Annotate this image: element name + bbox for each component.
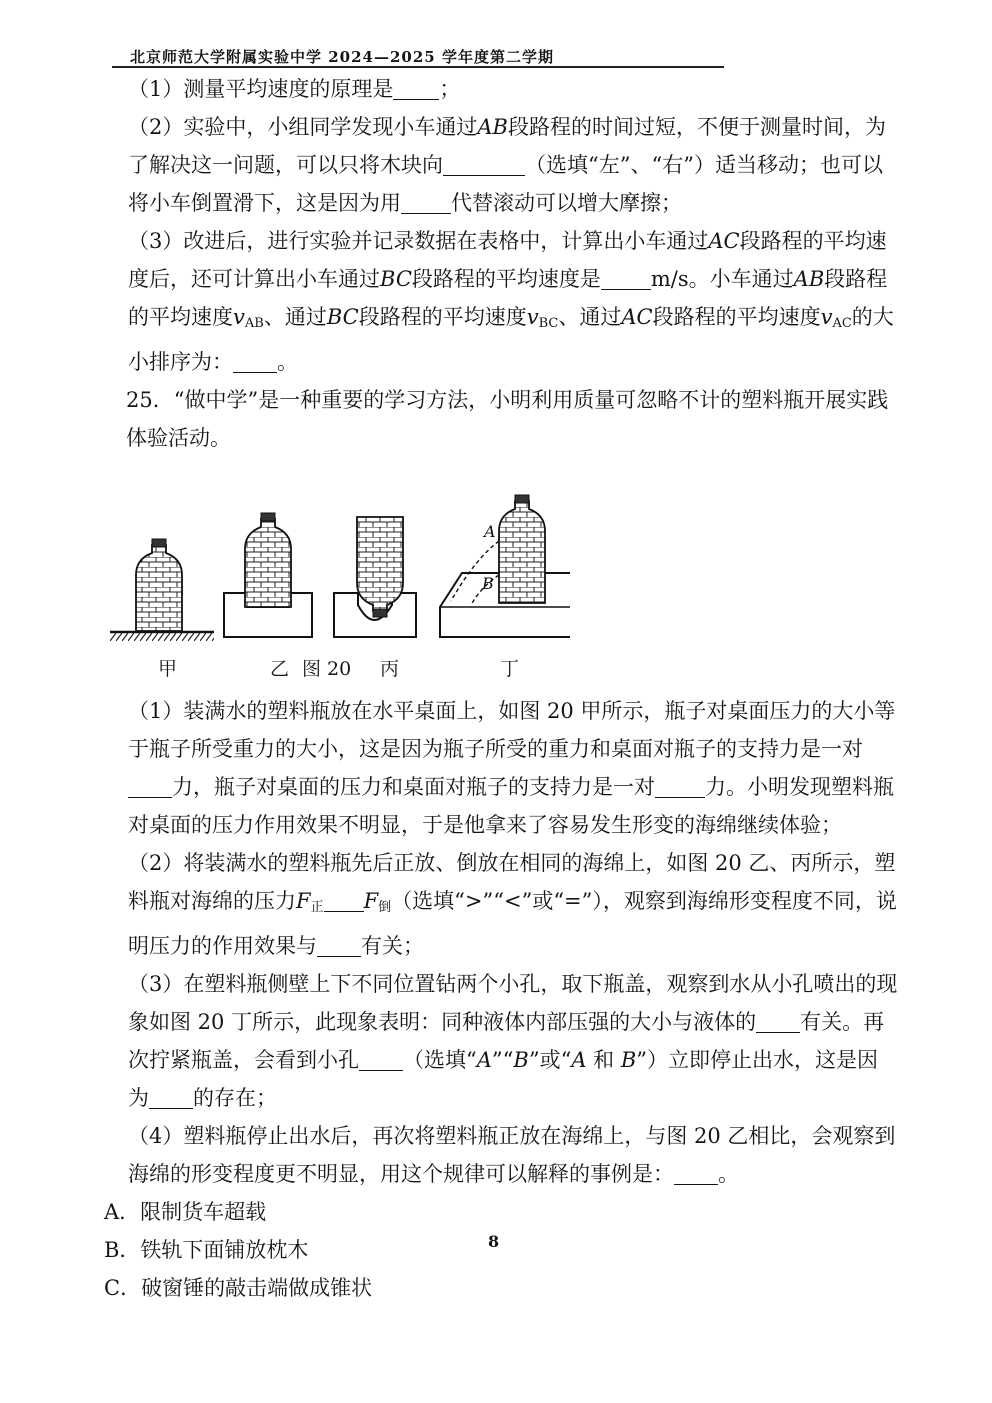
answer-blank[interactable] <box>128 775 172 798</box>
segment-label: AB <box>477 115 508 139</box>
segment-label: AC <box>621 305 653 329</box>
bottle-bing-inverted-on-sponge <box>334 517 416 637</box>
bottle-ding-water-jets <box>440 495 570 637</box>
segment-label: BC <box>326 305 359 329</box>
figure-20 <box>118 457 898 692</box>
segment-label: BC <box>380 267 412 291</box>
page-content <box>104 70 898 1307</box>
answer-blank[interactable] <box>359 1048 403 1071</box>
answer-blank[interactable] <box>149 1086 193 1109</box>
figure-caption: 图 20 <box>302 658 352 680</box>
q24-part3: （3）改进后，进行实验并记录数据在表格中，计算出小车通过AC段路程的平均速度后，还可计算出小车通过BC段路程的平均速度是 m/s。小车通过AB段路程的平均速度$v_{AB}$、通过BC段路程的平均速度$v_{BC}$、通过AC段路程的平均速度$v_{AC}$的大小排序为： 。 <box>128 229 894 374</box>
segment-label: AB <box>793 267 825 291</box>
q24-part2: （2）实验中，小组同学发现小车通过AB段路程的时间过短，不便于测量时间，为了解决这一问题，可以只将木块向 （选填“左”、“右”）适当移动；也可以将小车倒置滑下，这是因为用 代替滚动可以增大摩擦； <box>128 115 886 215</box>
answer-blank[interactable] <box>756 1010 800 1033</box>
answer-blank[interactable] <box>393 77 439 100</box>
option-b[interactable]: B．铁轨下面铺放枕木 <box>104 1238 309 1262</box>
q25-part4: （4）塑料瓶停止出水后，再次将塑料瓶正放在海绵上，与图 20 乙相比，会观察到海绵的形变程度更不明显，用这个规律可以解释的事例是： 。 <box>128 1124 896 1186</box>
q24-part1: （1）测量平均速度的原理是 ； <box>128 77 461 101</box>
option-c[interactable]: C．破窗锤的敲击端做成锥状 <box>104 1276 373 1300</box>
answer-blank[interactable] <box>601 267 651 290</box>
answer-blank[interactable] <box>655 775 705 798</box>
unit: m/s <box>650 267 689 291</box>
answer-blank[interactable] <box>317 934 361 957</box>
hole-label-b: B <box>482 574 494 593</box>
q25-part3: （3）在塑料瓶侧壁上下不同位置钻两个小孔，取下瓶盖，观察到水从小孔喷出的现象如图 20 丁所示，此现象表明：同种液体内部压强的大小与液体的 有关。再次拧紧瓶盖，会看到小孔 （选填“A”“B”或“A 和 B”）立即停止出水，这是因为 的存在； <box>128 972 898 1110</box>
header-rule <box>112 66 724 68</box>
hole-label-a: A <box>484 522 496 541</box>
answer-blank[interactable] <box>324 889 364 912</box>
label-bing: 丙 <box>380 658 400 680</box>
q25-intro: 25．“做中学”是一种重要的学习方法，小明利用质量可忽略不计的塑料瓶开展实践体验活动。 <box>126 388 889 450</box>
exam-header: 北京师范大学附属实验中学 2024—2025 学年度第二学期 <box>130 48 554 66</box>
label-jia: 甲 <box>158 658 178 680</box>
label-ding: 丁 <box>500 658 520 680</box>
answer-blank[interactable] <box>443 153 525 176</box>
bottle-jia <box>110 539 214 641</box>
answer-blank[interactable] <box>233 350 277 373</box>
bottle-yi-upright-on-sponge <box>224 513 312 637</box>
segment-label: AC <box>708 229 740 253</box>
answer-blank[interactable] <box>674 1162 718 1185</box>
q25-part1: （1）装满水的塑料瓶放在水平桌面上，如图 20 甲所示，瓶子对桌面压力的大小等于瓶子所受重力的大小，这是因为瓶子所受的重力和桌面对瓶子的支持力是一对力，瓶子对桌面的压力和桌面对瓶子的支持力是一对 力。小明发现塑料瓶对桌面的压力作用效果不明显，于是他拿来了容易发生形变的海绵继续体验； <box>128 699 896 837</box>
page-number: 8 <box>488 1232 500 1251</box>
answer-blank[interactable] <box>401 191 451 214</box>
option-a[interactable]: A．限制货车超载 <box>104 1200 267 1224</box>
q25-part2: （2）将装满水的塑料瓶先后正放、倒放在相同的海绵上，如图 20 乙、丙所示，塑料瓶对海绵的压力$F_正$ $F_倒$（选填“>”“<”或“=”），观察到海绵形变程度不同，说明压力的作用效果与 有关； <box>128 851 897 958</box>
label-yi: 乙 <box>270 658 290 680</box>
